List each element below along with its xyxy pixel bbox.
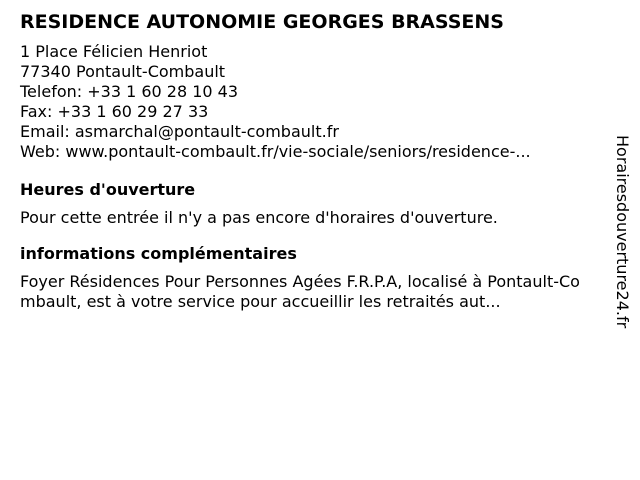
page-title: RESIDENCE AUTONOMIE GEORGES BRASSENS: [20, 11, 504, 33]
site-name-watermark: Horairesdouverture24.fr: [613, 135, 632, 329]
website-url: Web: www.pontault-combault.fr/vie-sociale/seniors/residence-...: [20, 142, 531, 161]
email-address: Email: asmarchal@pontault-combault.fr: [20, 122, 339, 141]
additional-info-heading: informations complémentaires: [20, 244, 297, 263]
listing-card: [20, 10, 600, 312]
opening-hours-text: Pour cette entrée il n'y a pas encore d'horaires d'ouverture.: [20, 208, 498, 227]
address-street: 1 Place Félicien Henriot: [20, 42, 208, 61]
fax-number: Fax: +33 1 60 29 27 33: [20, 102, 209, 121]
phone-number: Telefon: +33 1 60 28 10 43: [20, 82, 239, 101]
address-city: 77340 Pontault-Combault: [20, 62, 226, 81]
opening-hours-heading: Heures d'ouverture: [20, 180, 196, 199]
additional-info-text: Foyer Résidences Pour Personnes Agées F.R.P.A, localisé à Pontault-Combault, est à votre service pour accueillir les retraités aut...: [20, 272, 580, 311]
